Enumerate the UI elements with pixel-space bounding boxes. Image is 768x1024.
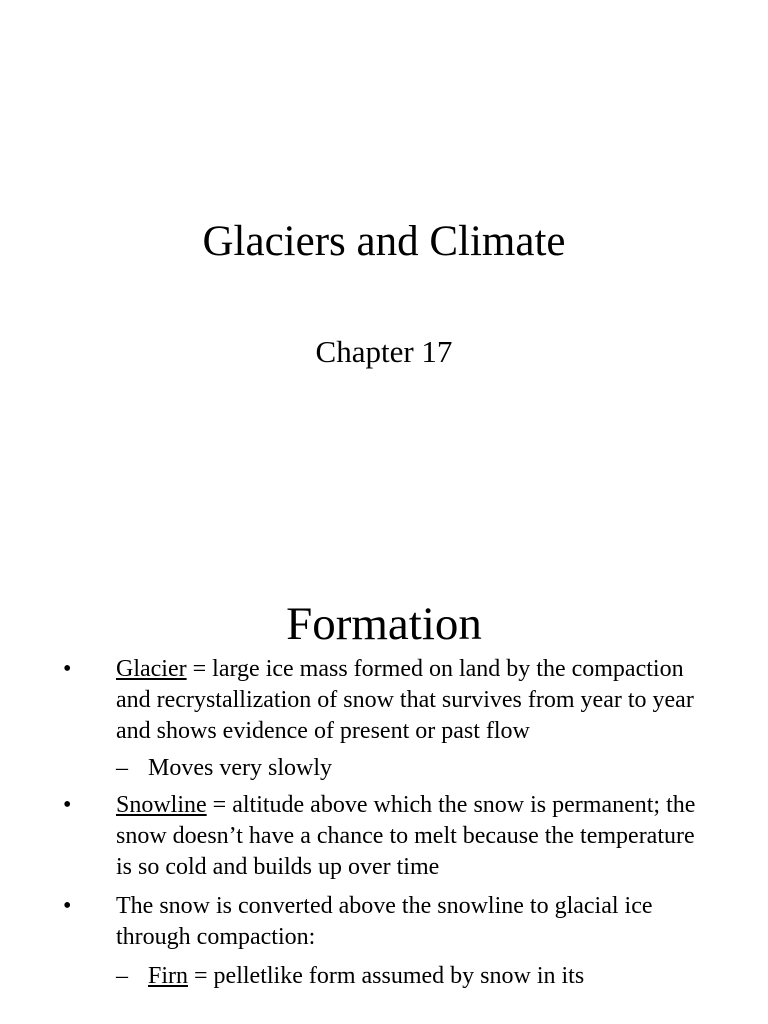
- bullet-marker: •: [63, 656, 72, 682]
- slide-title: Glaciers and Climate: [202, 218, 566, 265]
- sub-bullet-marker: –: [116, 963, 128, 989]
- definition-glacier: = large ice mass formed on land by the compaction and recrystallization of snow that survives from year to year and shows evidence of present or past flow: [116, 656, 694, 744]
- bullet-text-conversion: The snow is converted above the snowline to glacial ice through compaction:: [116, 893, 653, 950]
- bullet-item-glacier: [63, 654, 716, 747]
- slide-subtitle: Chapter 17: [315, 334, 453, 369]
- sub-bullet-firn: [116, 961, 718, 992]
- bullet-marker: •: [63, 792, 72, 818]
- section-heading: Formation: [286, 598, 482, 650]
- sub-bullet-moves-slowly: [116, 753, 718, 784]
- definition-snowline: = altitude above which the snow is permanent; the snow doesn’t have a chance to melt because the temperature is so cold and builds up over time: [116, 792, 696, 880]
- bullet-marker: •: [63, 893, 72, 919]
- term-firn: Firn: [148, 963, 189, 989]
- bullet-list: [0, 654, 768, 992]
- sub-bullet-marker: –: [116, 755, 128, 781]
- bullet-item-snowline: [63, 790, 716, 883]
- bullet-item-conversion: [63, 891, 716, 953]
- definition-firn: = pelletlike form assumed by snow in its: [188, 963, 585, 989]
- term-glacier: Glacier: [116, 656, 187, 682]
- sub-bullet-text: Moves very slowly: [148, 755, 332, 781]
- term-snowline: Snowline: [116, 792, 207, 818]
